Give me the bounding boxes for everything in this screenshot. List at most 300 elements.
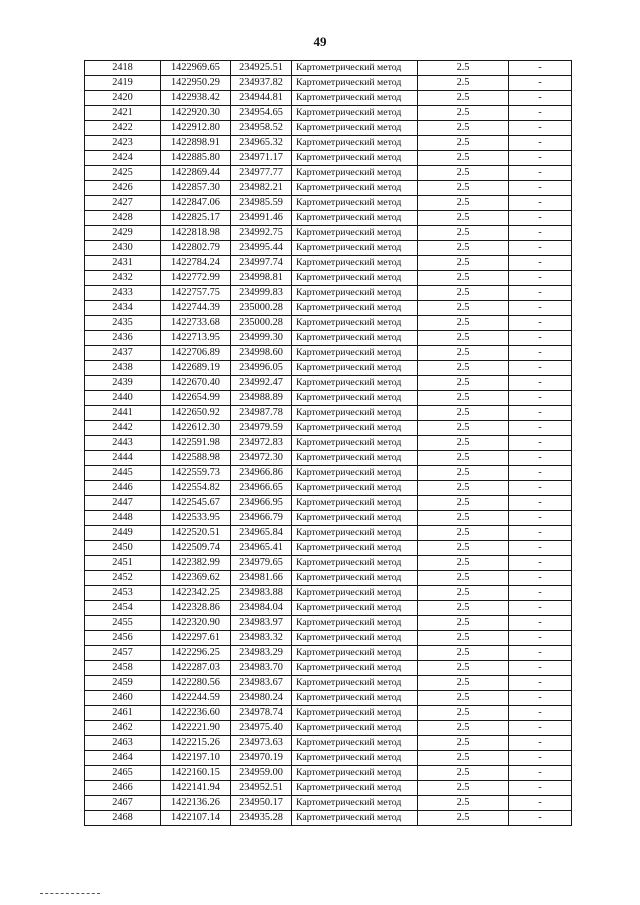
y-coordinate-cell: 234979.65 — [231, 556, 292, 571]
point-number-cell: 2468 — [85, 811, 161, 826]
x-coordinate-cell: 1422885.80 — [161, 151, 231, 166]
precision-cell: 2.5 — [418, 181, 509, 196]
y-coordinate-cell: 234982.21 — [231, 181, 292, 196]
y-coordinate-cell: 234975.40 — [231, 721, 292, 736]
point-number-cell: 2418 — [85, 61, 161, 76]
y-coordinate-cell: 235000.28 — [231, 316, 292, 331]
method-cell: Картометрический метод — [292, 811, 418, 826]
table-row — [85, 661, 572, 676]
description-cell: - — [509, 706, 572, 721]
y-coordinate-cell: 234983.97 — [231, 616, 292, 631]
point-number-cell: 2442 — [85, 421, 161, 436]
method-cell: Картометрический метод — [292, 226, 418, 241]
y-coordinate-cell: 234991.46 — [231, 211, 292, 226]
point-number-cell: 2443 — [85, 436, 161, 451]
precision-cell: 2.5 — [418, 301, 509, 316]
method-cell: Картометрический метод — [292, 211, 418, 226]
table-row — [85, 241, 572, 256]
method-cell: Картометрический метод — [292, 796, 418, 811]
description-cell: - — [509, 136, 572, 151]
description-cell: - — [509, 181, 572, 196]
y-coordinate-cell: 234998.81 — [231, 271, 292, 286]
method-cell: Картометрический метод — [292, 136, 418, 151]
method-cell: Картометрический метод — [292, 766, 418, 781]
description-cell: - — [509, 481, 572, 496]
precision-cell: 2.5 — [418, 406, 509, 421]
method-cell: Картометрический метод — [292, 91, 418, 106]
method-cell: Картометрический метод — [292, 271, 418, 286]
method-cell: Картометрический метод — [292, 631, 418, 646]
y-coordinate-cell: 234996.05 — [231, 361, 292, 376]
description-cell: - — [509, 571, 572, 586]
point-number-cell: 2467 — [85, 796, 161, 811]
coordinates-table-container — [84, 60, 572, 826]
x-coordinate-cell: 1422221.90 — [161, 721, 231, 736]
x-coordinate-cell: 1422107.14 — [161, 811, 231, 826]
table-row — [85, 571, 572, 586]
precision-cell: 2.5 — [418, 511, 509, 526]
y-coordinate-cell: 234978.74 — [231, 706, 292, 721]
y-coordinate-cell: 234950.17 — [231, 796, 292, 811]
point-number-cell: 2435 — [85, 316, 161, 331]
precision-cell: 2.5 — [418, 316, 509, 331]
point-number-cell: 2445 — [85, 466, 161, 481]
precision-cell: 2.5 — [418, 76, 509, 91]
method-cell: Картометрический метод — [292, 421, 418, 436]
description-cell: - — [509, 676, 572, 691]
x-coordinate-cell: 1422296.25 — [161, 646, 231, 661]
x-coordinate-cell: 1422825.17 — [161, 211, 231, 226]
x-coordinate-cell: 1422520.51 — [161, 526, 231, 541]
method-cell: Картометрический метод — [292, 151, 418, 166]
precision-cell: 2.5 — [418, 616, 509, 631]
point-number-cell: 2451 — [85, 556, 161, 571]
table-row — [85, 691, 572, 706]
precision-cell: 2.5 — [418, 556, 509, 571]
y-coordinate-cell: 234966.95 — [231, 496, 292, 511]
precision-cell: 2.5 — [418, 676, 509, 691]
table-row — [85, 796, 572, 811]
description-cell: - — [509, 781, 572, 796]
precision-cell: 2.5 — [418, 241, 509, 256]
table-row — [85, 481, 572, 496]
x-coordinate-cell: 1422706.89 — [161, 346, 231, 361]
method-cell: Картометрический метод — [292, 181, 418, 196]
precision-cell: 2.5 — [418, 436, 509, 451]
description-cell: - — [509, 556, 572, 571]
table-row — [85, 736, 572, 751]
x-coordinate-cell: 1422509.74 — [161, 541, 231, 556]
point-number-cell: 2430 — [85, 241, 161, 256]
x-coordinate-cell: 1422772.99 — [161, 271, 231, 286]
y-coordinate-cell: 234981.66 — [231, 571, 292, 586]
x-coordinate-cell: 1422857.30 — [161, 181, 231, 196]
table-row — [85, 391, 572, 406]
x-coordinate-cell: 1422236.60 — [161, 706, 231, 721]
point-number-cell: 2420 — [85, 91, 161, 106]
table-row — [85, 466, 572, 481]
y-coordinate-cell: 234998.60 — [231, 346, 292, 361]
table-row — [85, 106, 572, 121]
description-cell: - — [509, 151, 572, 166]
x-coordinate-cell: 1422847.06 — [161, 196, 231, 211]
y-coordinate-cell: 234972.30 — [231, 451, 292, 466]
y-coordinate-cell: 234979.59 — [231, 421, 292, 436]
method-cell: Картометрический метод — [292, 661, 418, 676]
description-cell: - — [509, 616, 572, 631]
description-cell: - — [509, 346, 572, 361]
x-coordinate-cell: 1422898.91 — [161, 136, 231, 151]
y-coordinate-cell: 234984.04 — [231, 601, 292, 616]
precision-cell: 2.5 — [418, 346, 509, 361]
y-coordinate-cell: 234983.88 — [231, 586, 292, 601]
y-coordinate-cell: 234977.77 — [231, 166, 292, 181]
y-coordinate-cell: 234959.00 — [231, 766, 292, 781]
precision-cell: 2.5 — [418, 166, 509, 181]
description-cell: - — [509, 196, 572, 211]
description-cell: - — [509, 106, 572, 121]
description-cell: - — [509, 331, 572, 346]
description-cell: - — [509, 91, 572, 106]
precision-cell: 2.5 — [418, 571, 509, 586]
x-coordinate-cell: 1422369.62 — [161, 571, 231, 586]
x-coordinate-cell: 1422342.25 — [161, 586, 231, 601]
description-cell: - — [509, 631, 572, 646]
description-cell: - — [509, 271, 572, 286]
point-number-cell: 2453 — [85, 586, 161, 601]
precision-cell: 2.5 — [418, 601, 509, 616]
description-cell: - — [509, 766, 572, 781]
x-coordinate-cell: 1422920.30 — [161, 106, 231, 121]
table-row — [85, 706, 572, 721]
precision-cell: 2.5 — [418, 691, 509, 706]
method-cell: Картометрический метод — [292, 781, 418, 796]
x-coordinate-cell: 1422733.68 — [161, 316, 231, 331]
precision-cell: 2.5 — [418, 811, 509, 826]
description-cell: - — [509, 226, 572, 241]
method-cell: Картометрический метод — [292, 196, 418, 211]
method-cell: Картометрический метод — [292, 616, 418, 631]
description-cell: - — [509, 796, 572, 811]
y-coordinate-cell: 234952.51 — [231, 781, 292, 796]
method-cell: Картометрический метод — [292, 736, 418, 751]
description-cell: - — [509, 661, 572, 676]
y-coordinate-cell: 234966.65 — [231, 481, 292, 496]
point-number-cell: 2419 — [85, 76, 161, 91]
y-coordinate-cell: 234965.84 — [231, 526, 292, 541]
x-coordinate-cell: 1422141.94 — [161, 781, 231, 796]
precision-cell: 2.5 — [418, 61, 509, 76]
precision-cell: 2.5 — [418, 121, 509, 136]
table-row — [85, 616, 572, 631]
point-number-cell: 2423 — [85, 136, 161, 151]
point-number-cell: 2440 — [85, 391, 161, 406]
description-cell: - — [509, 451, 572, 466]
y-coordinate-cell: 234997.74 — [231, 256, 292, 271]
table-body — [85, 61, 572, 826]
precision-cell: 2.5 — [418, 91, 509, 106]
method-cell: Картометрический метод — [292, 721, 418, 736]
table-row — [85, 526, 572, 541]
precision-cell: 2.5 — [418, 136, 509, 151]
method-cell: Картометрический метод — [292, 316, 418, 331]
description-cell: - — [509, 76, 572, 91]
point-number-cell: 2433 — [85, 286, 161, 301]
y-coordinate-cell: 234972.83 — [231, 436, 292, 451]
table-row — [85, 226, 572, 241]
description-cell: - — [509, 751, 572, 766]
table-row — [85, 631, 572, 646]
point-number-cell: 2438 — [85, 361, 161, 376]
table-row — [85, 451, 572, 466]
method-cell: Картометрический метод — [292, 76, 418, 91]
x-coordinate-cell: 1422713.95 — [161, 331, 231, 346]
point-number-cell: 2461 — [85, 706, 161, 721]
method-cell: Картометрический метод — [292, 361, 418, 376]
table-row — [85, 346, 572, 361]
description-cell: - — [509, 286, 572, 301]
method-cell: Картометрический метод — [292, 301, 418, 316]
precision-cell: 2.5 — [418, 376, 509, 391]
x-coordinate-cell: 1422612.30 — [161, 421, 231, 436]
y-coordinate-cell: 234971.17 — [231, 151, 292, 166]
table-row — [85, 766, 572, 781]
point-number-cell: 2441 — [85, 406, 161, 421]
table-row — [85, 256, 572, 271]
x-coordinate-cell: 1422287.03 — [161, 661, 231, 676]
method-cell: Картометрический метод — [292, 436, 418, 451]
x-coordinate-cell: 1422280.56 — [161, 676, 231, 691]
method-cell: Картометрический метод — [292, 406, 418, 421]
precision-cell: 2.5 — [418, 331, 509, 346]
precision-cell: 2.5 — [418, 541, 509, 556]
point-number-cell: 2432 — [85, 271, 161, 286]
x-coordinate-cell: 1422670.40 — [161, 376, 231, 391]
y-coordinate-cell: 234995.44 — [231, 241, 292, 256]
table-row — [85, 166, 572, 181]
description-cell: - — [509, 811, 572, 826]
y-coordinate-cell: 234965.32 — [231, 136, 292, 151]
point-number-cell: 2428 — [85, 211, 161, 226]
precision-cell: 2.5 — [418, 466, 509, 481]
description-cell: - — [509, 511, 572, 526]
description-cell: - — [509, 61, 572, 76]
table-row — [85, 316, 572, 331]
x-coordinate-cell: 1422950.29 — [161, 76, 231, 91]
table-row — [85, 331, 572, 346]
precision-cell: 2.5 — [418, 751, 509, 766]
y-coordinate-cell: 234992.47 — [231, 376, 292, 391]
x-coordinate-cell: 1422382.99 — [161, 556, 231, 571]
method-cell: Картометрический метод — [292, 556, 418, 571]
x-coordinate-cell: 1422784.24 — [161, 256, 231, 271]
method-cell: Картометрический метод — [292, 676, 418, 691]
table-row — [85, 751, 572, 766]
description-cell: - — [509, 256, 572, 271]
x-coordinate-cell: 1422136.26 — [161, 796, 231, 811]
table-row — [85, 541, 572, 556]
description-cell: - — [509, 496, 572, 511]
precision-cell: 2.5 — [418, 781, 509, 796]
table-row — [85, 61, 572, 76]
table-row — [85, 811, 572, 826]
table-row — [85, 136, 572, 151]
x-coordinate-cell: 1422559.73 — [161, 466, 231, 481]
point-number-cell: 2452 — [85, 571, 161, 586]
y-coordinate-cell: 234983.32 — [231, 631, 292, 646]
description-cell: - — [509, 361, 572, 376]
x-coordinate-cell: 1422588.98 — [161, 451, 231, 466]
precision-cell: 2.5 — [418, 151, 509, 166]
table-row — [85, 91, 572, 106]
y-coordinate-cell: 234944.81 — [231, 91, 292, 106]
y-coordinate-cell: 234987.78 — [231, 406, 292, 421]
point-number-cell: 2431 — [85, 256, 161, 271]
y-coordinate-cell: 234935.28 — [231, 811, 292, 826]
method-cell: Картометрический метод — [292, 706, 418, 721]
y-coordinate-cell: 234992.75 — [231, 226, 292, 241]
y-coordinate-cell: 234925.51 — [231, 61, 292, 76]
point-number-cell: 2439 — [85, 376, 161, 391]
table-row — [85, 781, 572, 796]
y-coordinate-cell: 234985.59 — [231, 196, 292, 211]
point-number-cell: 2426 — [85, 181, 161, 196]
y-coordinate-cell: 234983.67 — [231, 676, 292, 691]
method-cell: Картометрический метод — [292, 586, 418, 601]
y-coordinate-cell: 234973.63 — [231, 736, 292, 751]
x-coordinate-cell: 1422533.95 — [161, 511, 231, 526]
point-number-cell: 2427 — [85, 196, 161, 211]
x-coordinate-cell: 1422650.92 — [161, 406, 231, 421]
x-coordinate-cell: 1422554.82 — [161, 481, 231, 496]
precision-cell: 2.5 — [418, 631, 509, 646]
table-row — [85, 211, 572, 226]
method-cell: Картометрический метод — [292, 391, 418, 406]
description-cell: - — [509, 436, 572, 451]
y-coordinate-cell: 234970.19 — [231, 751, 292, 766]
method-cell: Картометрический метод — [292, 526, 418, 541]
table-row — [85, 76, 572, 91]
method-cell: Картометрический метод — [292, 511, 418, 526]
precision-cell: 2.5 — [418, 451, 509, 466]
y-coordinate-cell: 234983.70 — [231, 661, 292, 676]
precision-cell: 2.5 — [418, 736, 509, 751]
point-number-cell: 2434 — [85, 301, 161, 316]
precision-cell: 2.5 — [418, 196, 509, 211]
description-cell: - — [509, 316, 572, 331]
table-row — [85, 646, 572, 661]
point-number-cell: 2463 — [85, 736, 161, 751]
table-row — [85, 196, 572, 211]
table-row — [85, 286, 572, 301]
precision-cell: 2.5 — [418, 391, 509, 406]
method-cell: Картометрический метод — [292, 601, 418, 616]
description-cell: - — [509, 376, 572, 391]
x-coordinate-cell: 1422591.98 — [161, 436, 231, 451]
x-coordinate-cell: 1422757.75 — [161, 286, 231, 301]
description-cell: - — [509, 601, 572, 616]
x-coordinate-cell: 1422818.98 — [161, 226, 231, 241]
x-coordinate-cell: 1422545.67 — [161, 496, 231, 511]
x-coordinate-cell: 1422969.65 — [161, 61, 231, 76]
precision-cell: 2.5 — [418, 271, 509, 286]
point-number-cell: 2454 — [85, 601, 161, 616]
method-cell: Картометрический метод — [292, 121, 418, 136]
page-number: 49 — [313, 34, 327, 49]
description-cell: - — [509, 166, 572, 181]
footer-scan-mark — [40, 893, 100, 894]
method-cell: Картометрический метод — [292, 451, 418, 466]
y-coordinate-cell: 235000.28 — [231, 301, 292, 316]
description-cell: - — [509, 466, 572, 481]
method-cell: Картометрический метод — [292, 481, 418, 496]
point-number-cell: 2437 — [85, 346, 161, 361]
point-number-cell: 2455 — [85, 616, 161, 631]
description-cell: - — [509, 301, 572, 316]
precision-cell: 2.5 — [418, 481, 509, 496]
precision-cell: 2.5 — [418, 661, 509, 676]
description-cell: - — [509, 736, 572, 751]
x-coordinate-cell: 1422912.80 — [161, 121, 231, 136]
table-row — [85, 151, 572, 166]
point-number-cell: 2460 — [85, 691, 161, 706]
y-coordinate-cell: 234966.79 — [231, 511, 292, 526]
method-cell: Картометрический метод — [292, 496, 418, 511]
table-row — [85, 586, 572, 601]
y-coordinate-cell: 234983.29 — [231, 646, 292, 661]
method-cell: Картометрический метод — [292, 256, 418, 271]
precision-cell: 2.5 — [418, 646, 509, 661]
method-cell: Картометрический метод — [292, 571, 418, 586]
table-row — [85, 271, 572, 286]
precision-cell: 2.5 — [418, 496, 509, 511]
precision-cell: 2.5 — [418, 211, 509, 226]
y-coordinate-cell: 234954.65 — [231, 106, 292, 121]
description-cell: - — [509, 691, 572, 706]
y-coordinate-cell: 234966.86 — [231, 466, 292, 481]
point-number-cell: 2446 — [85, 481, 161, 496]
x-coordinate-cell: 1422654.99 — [161, 391, 231, 406]
method-cell: Картометрический метод — [292, 241, 418, 256]
precision-cell: 2.5 — [418, 256, 509, 271]
y-coordinate-cell: 234999.83 — [231, 286, 292, 301]
table-row — [85, 511, 572, 526]
point-number-cell: 2456 — [85, 631, 161, 646]
point-number-cell: 2459 — [85, 676, 161, 691]
precision-cell: 2.5 — [418, 721, 509, 736]
x-coordinate-cell: 1422160.15 — [161, 766, 231, 781]
point-number-cell: 2425 — [85, 166, 161, 181]
precision-cell: 2.5 — [418, 586, 509, 601]
point-number-cell: 2462 — [85, 721, 161, 736]
x-coordinate-cell: 1422197.10 — [161, 751, 231, 766]
table-row — [85, 121, 572, 136]
point-number-cell: 2449 — [85, 526, 161, 541]
point-number-cell: 2458 — [85, 661, 161, 676]
point-number-cell: 2424 — [85, 151, 161, 166]
point-number-cell: 2422 — [85, 121, 161, 136]
method-cell: Картометрический метод — [292, 346, 418, 361]
point-number-cell: 2448 — [85, 511, 161, 526]
point-number-cell: 2429 — [85, 226, 161, 241]
table-row — [85, 601, 572, 616]
method-cell: Картометрический метод — [292, 541, 418, 556]
point-number-cell: 2466 — [85, 781, 161, 796]
description-cell: - — [509, 586, 572, 601]
x-coordinate-cell: 1422244.59 — [161, 691, 231, 706]
method-cell: Картометрический метод — [292, 376, 418, 391]
point-number-cell: 2464 — [85, 751, 161, 766]
